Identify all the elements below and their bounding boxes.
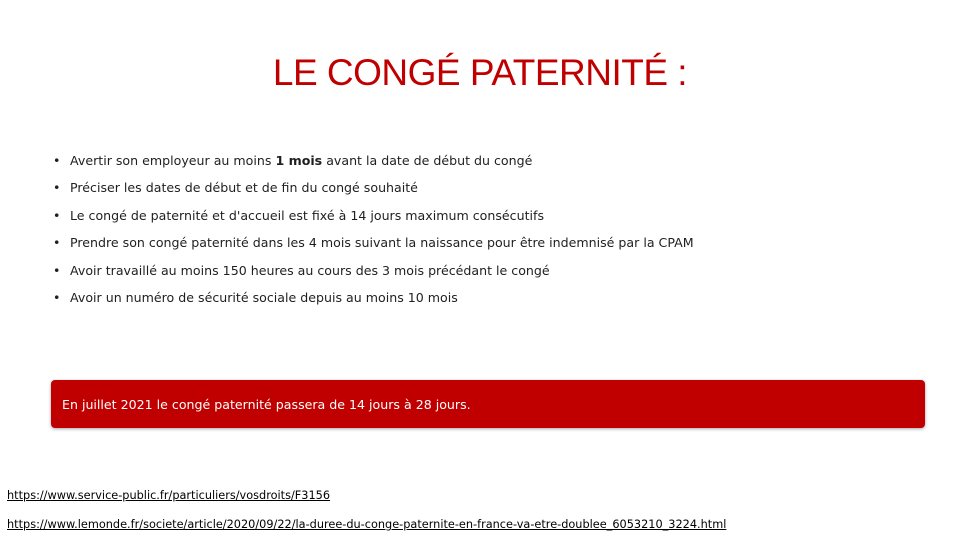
bullet-text: Avoir travaillé au moins 150 heures au cours des 3 mois précédant le congé	[70, 262, 550, 278]
source-link-lemonde[interactable]: https://www.lemonde.fr/societe/article/2020/09/22/la-duree-du-conge-paternite-en-france-va-etre-doublee_6053210_3224.html	[7, 518, 727, 531]
bullet-text: Préciser les dates de début et de fin du congé souhaité	[70, 180, 418, 196]
bullet-item	[53, 205, 694, 232]
bullet-item	[53, 232, 694, 259]
bullet-emphasis: 1 mois	[275, 153, 323, 168]
bullet-item	[53, 260, 694, 287]
bullet-text: Prendre son congé paternité dans les 4 mois suivant la naissance pour être indemnisé par la CPAM	[70, 235, 694, 251]
bullet-text: Le congé de paternité et d'accueil est fixé à 14 jours maximum consécutifs	[70, 207, 545, 223]
bullet-dot-icon: •	[53, 235, 61, 251]
highlight-banner	[51, 380, 925, 428]
bullet-dot-icon: •	[53, 207, 61, 223]
source-link-service-public[interactable]: https://www.service-public.fr/particuliers/vosdroits/F3156	[7, 489, 331, 502]
bullet-text-end: avant la date de début du congé	[322, 153, 533, 168]
bullet-item	[53, 177, 694, 204]
bullet-text: Avertir son employeur au moins	[70, 153, 276, 168]
bullet-dot-icon: •	[53, 153, 61, 168]
bullet-dot-icon: •	[53, 262, 61, 278]
bullet-item	[53, 287, 694, 314]
banner-text: En juillet 2021 le congé paternité passera de 14 jours à 28 jours.	[62, 397, 471, 412]
bullet-text: Avoir un numéro de sécurité sociale depuis au moins 10 mois	[70, 289, 458, 305]
bullet-dot-icon: •	[53, 289, 61, 305]
bullet-list	[53, 150, 694, 314]
slide-title: LE CONGÉ PATERNITÉ :	[272, 52, 688, 93]
bullet-item	[53, 150, 694, 177]
bullet-dot-icon: •	[53, 180, 61, 196]
